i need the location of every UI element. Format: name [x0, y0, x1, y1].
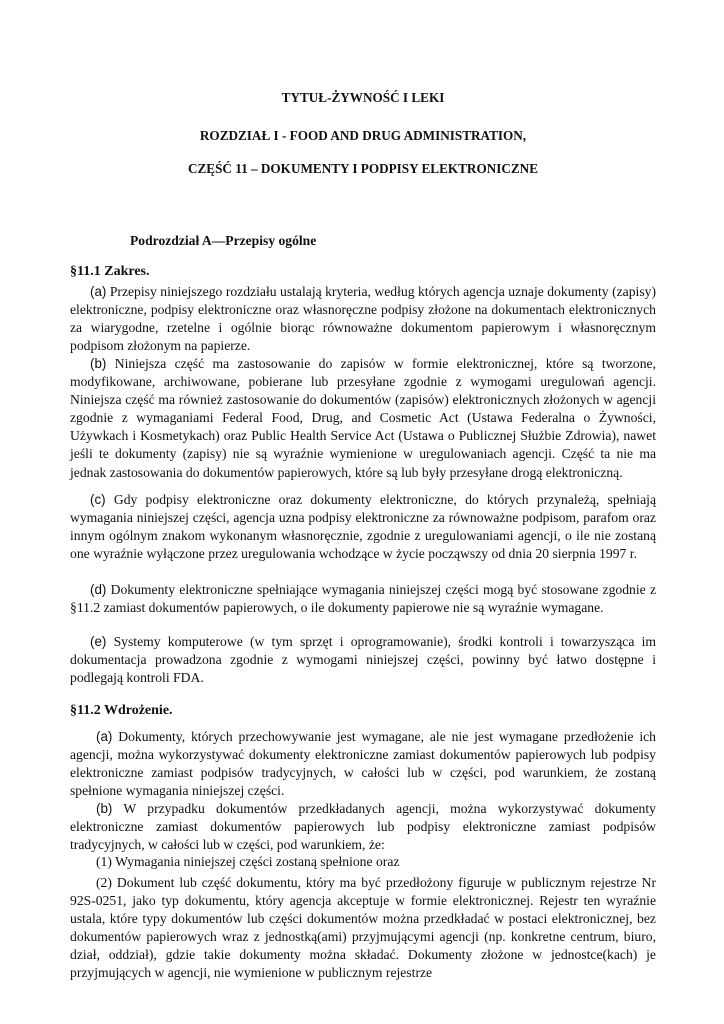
chapter-heading: ROZDZIAŁ I - FOOD AND DRUG ADMINISTRATION, [199, 128, 527, 143]
paragraph-11-1-e [70, 633, 656, 687]
paragraph-label: (c) [90, 492, 106, 507]
paragraph-11-1-a [70, 283, 656, 355]
paragraph-text: Niniejsza część ma zastosowanie do zapisów w formie elektronicznej, które są tworzone, modyfikowane, archiwowane, pobierane lub przesyłane zgodnie z wymogami uregulowań agencji. Niniejsza część ma również zastosowanie do dokumentów (zapisów) elektronicznych złożonych w agencji zgodnie z wymaganiami Federal Food, Drug, and Cosmetic Act (Ustawa Federalna o Żywności, Używkach i Kosmetykach) oraz Public Health Service Act (Ustawa o Publicznej Służbie Zdrowia), nawet jeśli te dokumenty (zapisy) nie są wyraźnie wymienione w uregulowaniach agencji. Część ta nie ma jednak zastosowania do dokumentów papierowych, które są lub były przesyłane drogą elektroniczną. [70, 356, 656, 480]
paragraph-text: Dokumenty, których przechowywanie jest wymagane, ale nie jest wymagane przedłożenie ich agencji, można wykorzystywać dokumenty elektroniczne zamiast dokumentów papierowych lub podpisy elektroniczne zamiast podpisów tradycyjnych, w całości lub w części, pod warunkiem, że zostaną spełnione wymagania niniejszej części. [70, 729, 656, 799]
section-11-2-title: §11.2 Wdrożenie. [70, 703, 173, 718]
paragraph-label: (a) [90, 284, 107, 299]
paragraph-text: W przypadku dokumentów przedkładanych agencji, można wykorzystywać dokumenty elektroniczne zamiast dokumentów papierowych lub podpisy elektroniczne zamiast podpisów tradycyjnych, w całości lub w części, pod warunkiem, że: [70, 801, 656, 853]
paragraph-11-1-b [70, 355, 656, 482]
subpart-heading: Podrozdział A—Przepisy ogólne [130, 233, 317, 248]
paragraph-label: (e) [90, 634, 107, 649]
paragraph-text: Gdy podpisy elektroniczne oraz dokumenty elektroniczne, do których przynależą, spełniają wymagania niniejszej części, agencja uzna podpisy elektroniczne za równoważne podpisom, parafom oraz innym ogólnym znakom wykonanym własnoręcznie, zgodnie z uregulowaniami agencji, o ile nie zostaną one wyraźnie wyłączone przez uregulowania wchodzące w życie począwszy od dnia 20 sierpnia 1997 r. [70, 492, 656, 562]
list-item-1: (1) Wymagania niniejszej części zostaną spełnione oraz [96, 854, 400, 869]
section-11-1-title: §11.1 Zakres. [70, 264, 150, 279]
paragraph-11-1-c [70, 491, 656, 563]
paragraph-label: (d) [90, 582, 107, 597]
document-title: TYTUŁ-ŻYWNOŚĆ I LEKI [281, 90, 445, 105]
paragraph-11-1-d [70, 581, 656, 617]
paragraph-label: (b) [96, 801, 113, 816]
paragraph-11-2-b [70, 800, 656, 854]
paragraph-text: Przepisy niniejszego rozdziału ustalają kryteria, według których agencja uznaje dokumenty (zapisy) elektroniczne, podpisy elektroniczne oraz własnoręczne podpisy złożone na dokumentach elektronicznych za wiarygodne, rzetelne i ogólnie biorąc równoważne dokumentom papierowym i własnoręcznym podpisom złożonym na papierze. [70, 284, 656, 354]
paragraph-11-2-a [70, 728, 656, 800]
part-heading: CZĘŚĆ 11 – DOKUMENTY I PODPISY ELEKTRONICZNE [187, 161, 538, 176]
paragraph-label: (b) [90, 356, 107, 371]
paragraph-label: (a) [96, 729, 113, 744]
paragraph-text: Systemy komputerowe (w tym sprzęt i oprogramowanie), środki kontroli i towarzysząca im dokumentacja prowadzona zgodnie z wymogami niniejszej części, powinny być łatwo dostępne i podlegają kontroli FDA. [70, 634, 656, 686]
document-page [70, 0, 656, 1024]
list-item-2: (2) Dokument lub część dokumentu, który ma być przedłożony figuruje w publicznym rejestrze Nr 92S-0251, jako typ dokumentu, który agencja akceptuje w formie elektronicznej. Rejestr ten wyraźnie ustala, które typy dokumentów lub części dokumentów można przedkładać w postaci elektronicznej, bez dokumentów papierowych wraz z jednostką(ami) przyjmującymi agencji (np. konkretne centrum, biuro, dział, oddział), gdzie takie dokumenty można składać. Dokumenty złożone w jednostce(kach) je przyjmujących w agencji, nie wymienione w publicznym rejestrze [70, 875, 656, 981]
paragraph-text: Dokumenty elektroniczne spełniające wymagania niniejszej części mogą być stosowane zgodnie z §11.2 zamiast dokumentów papierowych, o ile dokumenty papierowe nie są wyraźnie wymagane. [70, 582, 656, 616]
